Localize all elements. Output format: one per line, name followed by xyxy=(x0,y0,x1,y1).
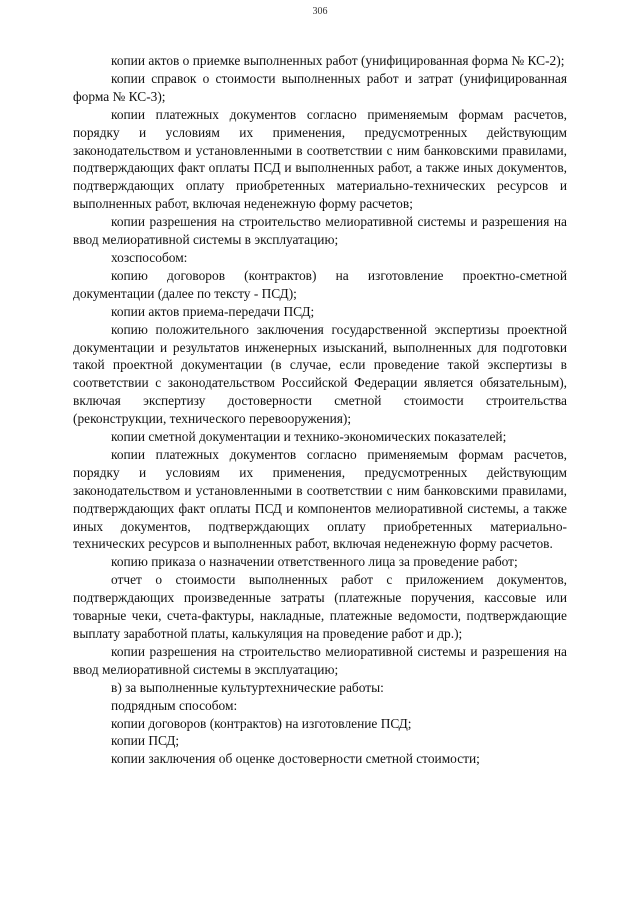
paragraph: копии платежных документов согласно применяемым формам расчетов, порядку и условиям их применения, предусмотренных действующим законодательством и установленными в соответствии с ним банковскими правилами, подтверждающих факт оплаты ПСД и компонентов мелиоративной системы, а также иных документов, подтверждающих оплату приобретенных материально-технических ресурсов и выполненных работ, включая неденежную форму расчетов. xyxy=(73,446,567,552)
paragraph: копии договоров (контрактов) на изготовление ПСД; xyxy=(111,715,412,731)
paragraph: в) за выполненные культуртехнические работы: xyxy=(111,679,384,695)
paragraph: копии справок о стоимости выполненных работ и затрат (унифицированная форма № КС-3); xyxy=(73,70,567,104)
paragraph: копии ПСД; xyxy=(111,733,180,749)
paragraph: копию положительного заключения государственной экспертизы проектной документации и результатов инженерных изысканий, выполненных для подготовки такой проектной документации (в случае, если проведение такой экспертизы в соответствии с законодательством Российской Федерации является обязательным), включая экспертизу достоверности сметной стоимости строительства (реконструкции, технического перевооружения); xyxy=(73,321,567,427)
paragraph: копии разрешения на строительство мелиоративной системы и разрешения на ввод мелиоративной системы в эксплуатацию; xyxy=(73,643,567,677)
document-body xyxy=(73,52,567,768)
paragraph: копии актов приема-передачи ПСД; xyxy=(111,303,315,319)
paragraph: копии платежных документов согласно применяемым формам расчетов, порядку и условиям их применения, предусмотренных действующим законодательством и установленными в соответствии с ним банковскими правилами, подтверждающих факт оплаты ПСД и выполненных работ, а также иных документов, подтверждающих оплату приобретенных материально-технических ресурсов и выполненных работ, включая неденежную форму расчетов; xyxy=(73,106,567,212)
page-number: 306 xyxy=(312,6,328,17)
paragraph: копию договоров (контрактов) на изготовление проектно-сметной документации (далее по тексту - ПСД); xyxy=(73,267,567,301)
paragraph: копии заключения об оценке достоверности сметной стоимости; xyxy=(111,751,480,767)
paragraph: отчет о стоимости выполненных работ с приложением документов, подтверждающих произведенные затраты (платежные поручения, кассовые или товарные чеки, счета-фактуры, накладные, платежные ведомости, подтверждающие выплату заработной платы, калькуляция на проведение работ и др.); xyxy=(73,572,567,641)
paragraph: копию приказа о назначении ответственного лица за проведение работ; xyxy=(111,554,518,570)
paragraph: копии разрешения на строительство мелиоративной системы и разрешения на ввод мелиоративной системы в эксплуатацию; xyxy=(73,214,567,248)
paragraph: копии сметной документации и технико-экономических показателей; xyxy=(111,429,507,445)
paragraph: хозспособом: xyxy=(111,249,188,265)
paragraph: копии актов о приемке выполненных работ (унифицированная форма № КС-2); xyxy=(111,53,565,68)
paragraph: подрядным способом: xyxy=(111,697,238,713)
